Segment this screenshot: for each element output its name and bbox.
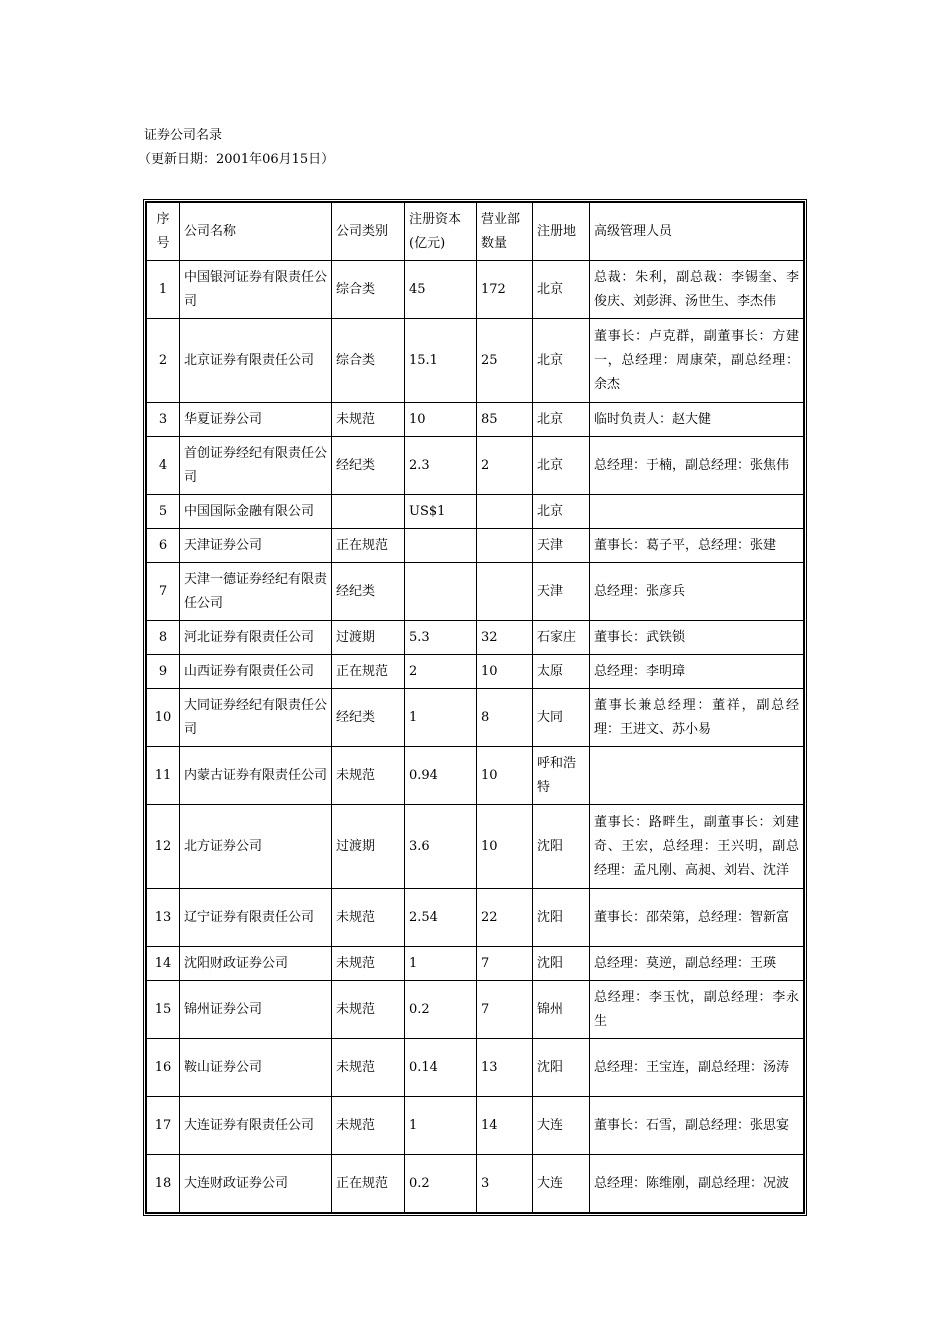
cell-capital: 15.1: [405, 319, 477, 403]
cell-capital: 10: [405, 403, 477, 437]
cell-company-name: 河北证券有限责任公司: [180, 621, 332, 655]
cell-managers: 总经理：陈维刚，副总经理：况波: [590, 1155, 804, 1213]
cell-managers: [590, 495, 804, 529]
table-row: [147, 947, 804, 981]
table-row: [147, 495, 804, 529]
cell-location: 沈阳: [533, 947, 590, 981]
header-capital: 注册资本(亿元): [405, 203, 477, 261]
header-name: 公司名称: [180, 203, 332, 261]
cell-company-name: 首创证券经纪有限责任公司: [180, 437, 332, 495]
cell-location: 北京: [533, 437, 590, 495]
cell-managers: [590, 747, 804, 805]
cell-branches: 2: [477, 437, 533, 495]
cell-company-type: 经纪类: [332, 437, 405, 495]
cell-capital: 0.2: [405, 981, 477, 1039]
cell-branches: 3: [477, 1155, 533, 1213]
cell-managers: 总经理：李明璋: [590, 655, 804, 689]
cell-location: 北京: [533, 319, 590, 403]
table-row: [147, 981, 804, 1039]
table-body: [147, 261, 804, 1213]
cell-company-name: 内蒙古证券有限责任公司: [180, 747, 332, 805]
table-row: [147, 437, 804, 495]
cell-capital: 1: [405, 947, 477, 981]
cell-company-name: 大同证券经纪有限责任公司: [180, 689, 332, 747]
table-row: [147, 805, 804, 889]
cell-no: 18: [147, 1155, 180, 1213]
cell-no: 8: [147, 621, 180, 655]
cell-company-type: 经纪类: [332, 689, 405, 747]
cell-branches: 13: [477, 1039, 533, 1097]
cell-no: 2: [147, 319, 180, 403]
header-location: 注册地: [533, 203, 590, 261]
cell-capital: 0.14: [405, 1039, 477, 1097]
cell-managers: 董事长：葛子平，总经理：张建: [590, 529, 804, 563]
table-row: [147, 1155, 804, 1213]
cell-no: 14: [147, 947, 180, 981]
table-row: [147, 403, 804, 437]
table-row: [147, 689, 804, 747]
cell-no: 9: [147, 655, 180, 689]
cell-location: 呼和浩特: [533, 747, 590, 805]
cell-managers: 董事长：邵荣第，总经理：智新富: [590, 889, 804, 947]
cell-no: 5: [147, 495, 180, 529]
cell-company-name: 山西证券有限责任公司: [180, 655, 332, 689]
table-row: [147, 529, 804, 563]
cell-company-name: 沈阳财政证券公司: [180, 947, 332, 981]
table-row: [147, 747, 804, 805]
cell-company-type: 未规范: [332, 947, 405, 981]
cell-location: 北京: [533, 261, 590, 319]
cell-no: 15: [147, 981, 180, 1039]
update-date: （更新日期：2001年06月15日）: [138, 152, 335, 167]
table-row: [147, 889, 804, 947]
table-row: [147, 621, 804, 655]
cell-company-name: 锦州证券公司: [180, 981, 332, 1039]
cell-company-name: 辽宁证券有限责任公司: [180, 889, 332, 947]
cell-location: 沈阳: [533, 1039, 590, 1097]
cell-location: 天津: [533, 563, 590, 621]
cell-company-type: 经纪类: [332, 563, 405, 621]
cell-branches: 7: [477, 981, 533, 1039]
cell-no: 12: [147, 805, 180, 889]
document-title: 证券公司名录: [144, 128, 223, 143]
cell-managers: 总经理：莫逆，副总经理：王瑛: [590, 947, 804, 981]
cell-branches: 32: [477, 621, 533, 655]
cell-company-name: 中国国际金融有限公司: [180, 495, 332, 529]
table-header-row: [147, 203, 804, 261]
cell-company-type: 未规范: [332, 747, 405, 805]
cell-branches: 85: [477, 403, 533, 437]
cell-capital: 0.94: [405, 747, 477, 805]
cell-managers: 董事长：石雪，副总经理：张思宴: [590, 1097, 804, 1155]
cell-managers: 总裁：朱利，副总裁：李锡奎、李俊庆、刘彭湃、汤世生、李杰伟: [590, 261, 804, 319]
cell-location: 大连: [533, 1155, 590, 1213]
cell-capital: 1: [405, 689, 477, 747]
cell-capital: [405, 563, 477, 621]
cell-company-type: 综合类: [332, 319, 405, 403]
cell-company-type: 正在规范: [332, 655, 405, 689]
cell-location: 大连: [533, 1097, 590, 1155]
cell-company-name: 北方证券公司: [180, 805, 332, 889]
cell-branches: 172: [477, 261, 533, 319]
company-table-frame: [143, 199, 807, 1216]
cell-company-name: 大连证券有限责任公司: [180, 1097, 332, 1155]
cell-company-name: 天津证券公司: [180, 529, 332, 563]
cell-managers: 临时负责人：赵大健: [590, 403, 804, 437]
cell-no: 1: [147, 261, 180, 319]
header-no: 序号: [147, 203, 180, 261]
cell-company-name: 天津一德证券经纪有限责任公司: [180, 563, 332, 621]
cell-branches: 8: [477, 689, 533, 747]
cell-location: 天津: [533, 529, 590, 563]
cell-capital: 2: [405, 655, 477, 689]
cell-managers: 董事长：路畔生，副董事长：刘建奇、王宏，总经理：王兴明，副总经理：孟凡刚、高昶、刘岩、沈洋: [590, 805, 804, 889]
cell-no: 13: [147, 889, 180, 947]
company-table: [146, 202, 804, 1213]
cell-branches: 10: [477, 655, 533, 689]
cell-capital: 2.54: [405, 889, 477, 947]
cell-location: 沈阳: [533, 889, 590, 947]
cell-capital: [405, 529, 477, 563]
cell-branches: 10: [477, 805, 533, 889]
cell-capital: 2.3: [405, 437, 477, 495]
cell-no: 16: [147, 1039, 180, 1097]
cell-capital: 0.2: [405, 1155, 477, 1213]
table-row: [147, 1039, 804, 1097]
cell-no: 7: [147, 563, 180, 621]
cell-managers: 董事长：武铁锁: [590, 621, 804, 655]
cell-location: 锦州: [533, 981, 590, 1039]
cell-no: 11: [147, 747, 180, 805]
cell-company-type: 正在规范: [332, 529, 405, 563]
cell-location: 北京: [533, 403, 590, 437]
cell-branches: [477, 529, 533, 563]
cell-branches: 22: [477, 889, 533, 947]
cell-company-name: 北京证券有限责任公司: [180, 319, 332, 403]
cell-managers: 总经理：于楠，副总经理：张焦伟: [590, 437, 804, 495]
cell-capital: US$1: [405, 495, 477, 529]
table-row: [147, 1097, 804, 1155]
cell-no: 3: [147, 403, 180, 437]
table-row: [147, 261, 804, 319]
cell-location: 沈阳: [533, 805, 590, 889]
cell-no: 4: [147, 437, 180, 495]
cell-company-type: 正在规范: [332, 1155, 405, 1213]
cell-managers: 总经理：张彦兵: [590, 563, 804, 621]
cell-company-type: 未规范: [332, 1039, 405, 1097]
header-managers: 高级管理人员: [590, 203, 804, 261]
cell-location: 大同: [533, 689, 590, 747]
cell-company-type: 未规范: [332, 403, 405, 437]
cell-location: 北京: [533, 495, 590, 529]
table-row: [147, 319, 804, 403]
cell-capital: 1: [405, 1097, 477, 1155]
table-row: [147, 563, 804, 621]
header-type: 公司类别: [332, 203, 405, 261]
cell-company-name: 中国银河证券有限责任公司: [180, 261, 332, 319]
cell-branches: [477, 495, 533, 529]
cell-location: 太原: [533, 655, 590, 689]
header-branches: 营业部数量: [477, 203, 533, 261]
cell-capital: 5.3: [405, 621, 477, 655]
cell-managers: 总经理：王宝连，副总经理：汤涛: [590, 1039, 804, 1097]
cell-company-type: 未规范: [332, 889, 405, 947]
cell-no: 17: [147, 1097, 180, 1155]
cell-no: 6: [147, 529, 180, 563]
cell-company-type: 过渡期: [332, 805, 405, 889]
cell-no: 10: [147, 689, 180, 747]
cell-company-type: 过渡期: [332, 621, 405, 655]
cell-branches: 14: [477, 1097, 533, 1155]
table-row: [147, 655, 804, 689]
cell-company-type: 未规范: [332, 981, 405, 1039]
cell-company-type: [332, 495, 405, 529]
cell-managers: 董事长兼总经理：董祥，副总经理：王进文、苏小易: [590, 689, 804, 747]
cell-capital: 3.6: [405, 805, 477, 889]
cell-company-name: 大连财政证券公司: [180, 1155, 332, 1213]
cell-capital: 45: [405, 261, 477, 319]
cell-company-type: 综合类: [332, 261, 405, 319]
cell-managers: 董事长：卢克群，副董事长：方建一，总经理：周康荣，副总经理：余杰: [590, 319, 804, 403]
cell-branches: 7: [477, 947, 533, 981]
cell-branches: 10: [477, 747, 533, 805]
cell-branches: 25: [477, 319, 533, 403]
cell-company-type: 未规范: [332, 1097, 405, 1155]
cell-company-name: 鞍山证券公司: [180, 1039, 332, 1097]
cell-company-name: 华夏证券公司: [180, 403, 332, 437]
cell-branches: [477, 563, 533, 621]
cell-managers: 总经理：李玉忱，副总经理：李永生: [590, 981, 804, 1039]
cell-location: 石家庄: [533, 621, 590, 655]
